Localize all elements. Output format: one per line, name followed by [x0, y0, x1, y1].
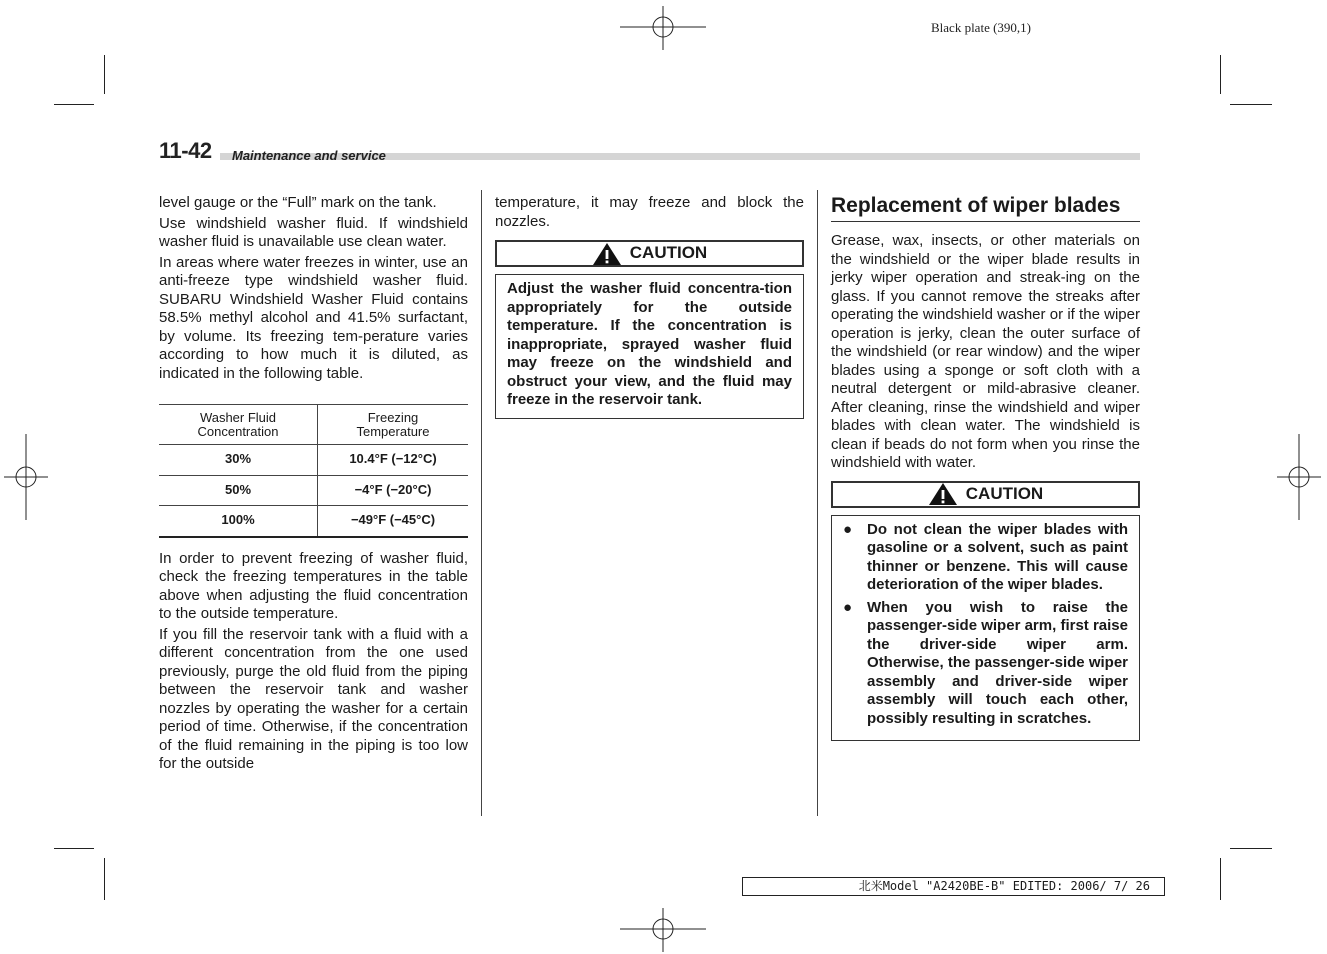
paragraph: In order to prevent freezing of washer fluid, check the freezing temperatures in the table above when adjusting the fluid concentration to the outside temperature.	[159, 549, 468, 622]
heading-wiper-blades: Replacement of wiper blades	[831, 194, 1140, 222]
warning-icon	[928, 482, 958, 506]
paragraph: Use windshield washer fluid. If windshield washer fluid is unavailable use clean water.	[159, 214, 468, 250]
table-cell: −49°F (−45°C)	[318, 506, 469, 537]
paragraph: temperature, it may freeze and block the nozzles.	[495, 194, 804, 230]
caution-label: CAUTION	[629, 243, 708, 263]
page-number: 11-42	[159, 138, 212, 163]
paragraph: In areas where water freezes in winter, use an anti-freeze type windshield washer fluid. SUBARU Windshield Washer Fluid contains 58.5% methyl alcohol and 41.5% surfactant, by volume. Its freezing tem-perature varies according to how much it is diluted, as indicated in the following table.	[159, 253, 468, 382]
table-cell: 50%	[159, 475, 318, 506]
list-item: ● When you wish to raise the passenger-side wiper arm, first raise the driver-side wiper arm. Otherwise, the passenger-side wiper assembly and driver-side wiper assembly will touch each other, possibly resulting in scratches.	[843, 598, 1128, 727]
paragraph: Grease, wax, insects, or other materials on the windshield or the wiper blade results in jerky wiper operation and streak-ing on the glass. If you cannot remove the streaks after operating the windshield washer or if the wiper operation is jerky, clean the outer surface of the windshield (or rear window) and the wiper blades using a sponge or soft cloth with a neutral detergent or mild-abrasive cleaner. After cleaning, rinse the windshield and wiper blades with clean water. The windshield is clean if beads do not form when you rinse the windshield with water.	[831, 232, 1140, 471]
table-cell: 100%	[159, 506, 318, 537]
registration-mark-right	[1277, 434, 1321, 520]
plate-label: Black plate (390,1)	[931, 20, 1031, 35]
bullet-icon: ●	[843, 520, 853, 538]
bullet-icon: ●	[843, 598, 853, 616]
table-header-freezing-temp: Freezing Temperature	[318, 405, 469, 445]
registration-mark-top	[620, 6, 706, 50]
column-divider-2	[817, 190, 818, 816]
column-3	[831, 194, 1140, 741]
table-cell: 30%	[159, 445, 318, 476]
registration-mark-left	[4, 434, 48, 520]
caution-header	[495, 240, 804, 267]
caution-header	[831, 481, 1140, 508]
table-header-concentration: Washer Fluid Concentration	[159, 405, 318, 445]
caution-box: Adjust the washer fluid concentra-tion appropriately for the outside temperature. If the concentration is inappropriate, sprayed washer fluid may freeze on the windshield and obstruct your view, and the fluid may freeze in the reservoir tank.	[495, 274, 804, 419]
column-1	[159, 194, 468, 776]
registration-mark-bottom	[620, 908, 706, 952]
column-2	[495, 194, 804, 419]
paragraph: If you fill the reservoir tank with a fluid with a different concentration from the one used previously, purge the old fluid from the piping between the reservoir tank and washer nozzles by operating the washer for a certain period of time. Otherwise, if the concentration of the fluid remaining in the piping is too low for the outside	[159, 625, 468, 772]
table-row	[159, 475, 468, 506]
footer-edit-info: 北米Model "A2420BE-B" EDITED: 2006/ 7/ 26	[742, 877, 1165, 896]
freezing-temperature-table	[159, 404, 468, 538]
table-row	[159, 506, 468, 537]
caution-label: CAUTION	[965, 483, 1044, 503]
table-cell: −4°F (−20°C)	[318, 475, 469, 506]
table-row	[159, 445, 468, 476]
list-item: ● Do not clean the wiper blades with gasoline or a solvent, such as paint thinner or benzene. This will cause deterioration of the wiper blades.	[843, 520, 1128, 593]
section-title: Maintenance and service	[232, 148, 386, 163]
table-cell: 10.4°F (−12°C)	[318, 445, 469, 476]
column-divider-1	[481, 190, 482, 816]
caution-box	[831, 515, 1140, 742]
paragraph: level gauge or the “Full” mark on the tank.	[159, 194, 437, 211]
warning-icon	[592, 242, 622, 266]
